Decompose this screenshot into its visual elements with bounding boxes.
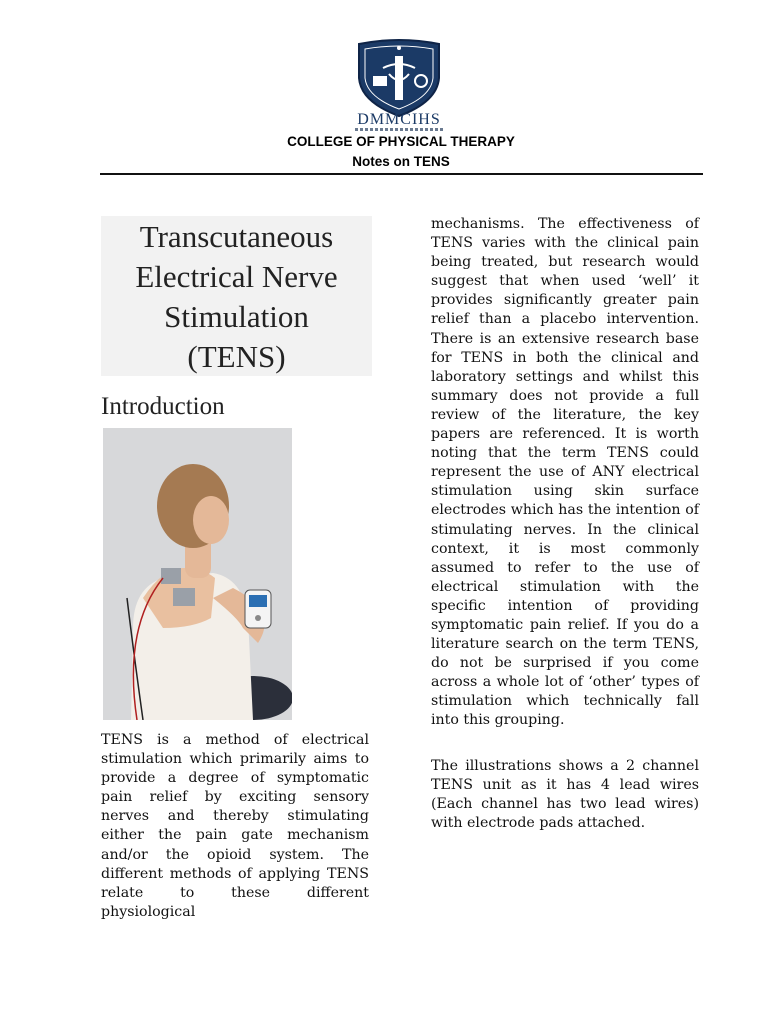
header-divider (100, 173, 703, 175)
intro-paragraph-left: TENS is a method of electrical stimulation which primarily aims to provide a degree of symptomatic pain relief by exciting sensory nerves and thereby stimulating either the pain gate mechanism and/or the opioid system. The different methods of applying TENS relate to these different physiological (101, 732, 369, 920)
title-line-3: Stimulation (164, 299, 309, 334)
intro-paragraph-right: mechanisms. The effectiveness of TENS varies with the clinical pain being treated, but research would suggest that when used ‘well’ it provides significantly greater pain relief than a placebo intervention. There is an extensive research base for TENS in both the clinical and laboratory settings and whilst this summary does not provide a full review of the literature, the key papers are referenced. It is worth noting that the term TENS could represent the use of ANY electrical stimulation using skin surface electrodes which has the intention of stimulating nerves. In the clinical context, it is most commonly assumed to refer to the use of electrical stimulation with the specific intention of providing symptomatic pain relief. If you do a literature search on the term TENS, do not be surprised if you come across a whole lot of ‘other’ types of stimulation which technically fall into this grouping. (431, 216, 699, 729)
illustration-note-paragraph: The illustrations shows a 2 channel TENS unit as it has 4 lead wires (Each channel has two lead wires) with electrode pads attached. (431, 758, 699, 832)
woman-with-tens-unit-photo (103, 428, 292, 720)
logo-tagline-line (355, 128, 443, 131)
notes-subheading: Notes on TENS (352, 154, 450, 169)
title-line-2: Electrical Nerve (135, 259, 338, 294)
document-title (101, 216, 372, 376)
title-line-4: (TENS) (187, 339, 286, 374)
section-heading-introduction: Introduction (101, 393, 225, 420)
title-line-1: Transcutaneous (139, 219, 334, 254)
logo-name: DMMCIHS (357, 111, 441, 128)
college-heading: COLLEGE OF PHYSICAL THERAPY (287, 134, 515, 149)
